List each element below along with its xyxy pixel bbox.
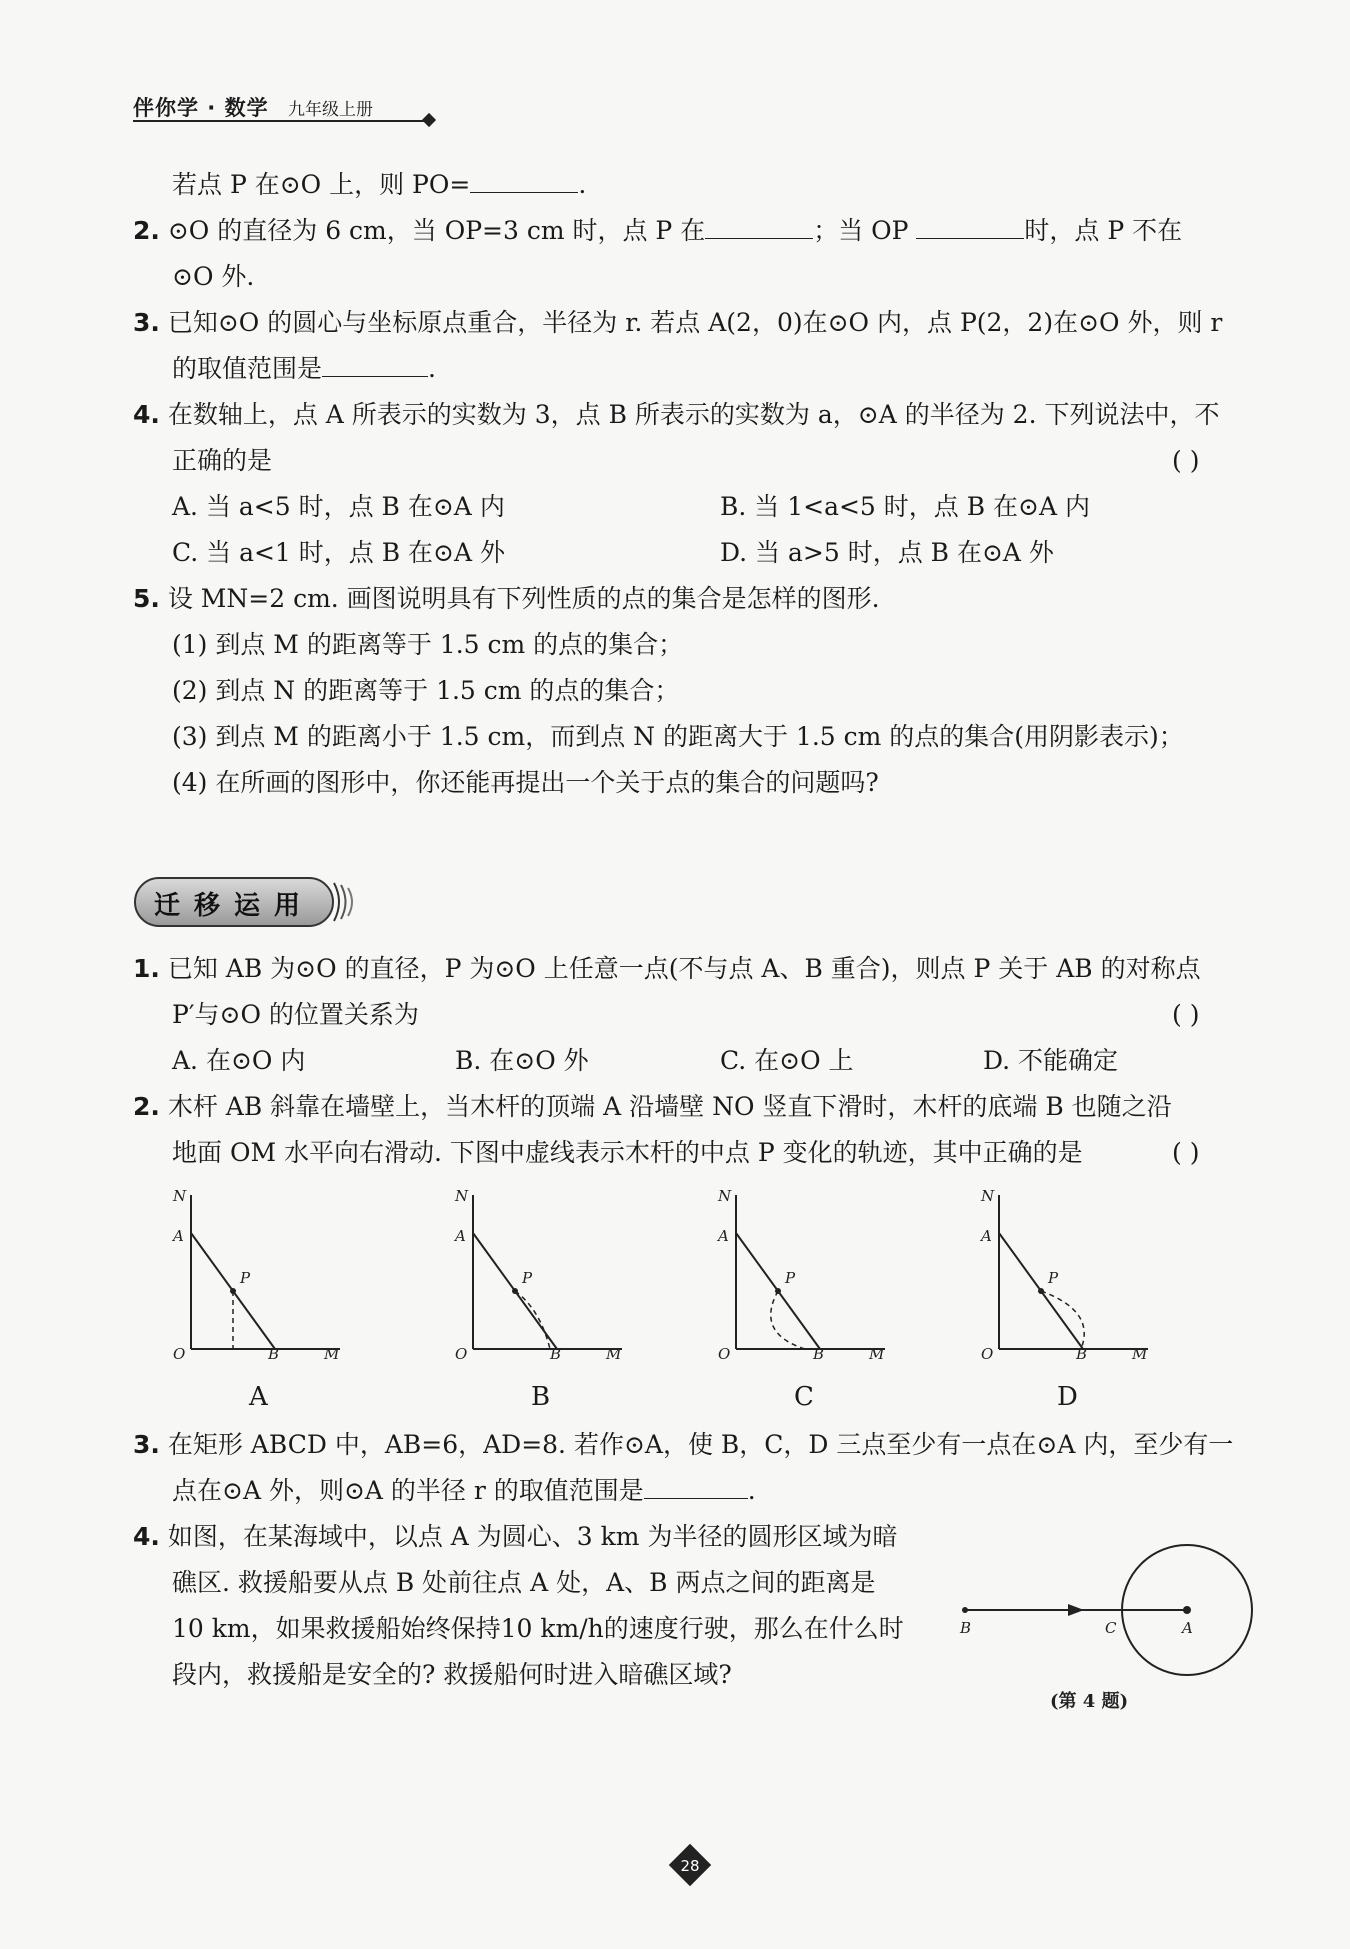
banner-stripes-icon (330, 881, 360, 923)
transfer-question-1: 1. 已知 AB 为⊙O 的直径，P 为⊙O 上任意一点(不与点 A、B 重合)，则点 P 关于 AB 的对称点 (133, 954, 1201, 983)
direction-arrow-icon (1068, 1604, 1084, 1616)
section-banner (134, 877, 356, 929)
q5-part-4: (4) 在所画的图形中，你还能再提出一个关于点的集合的问题吗? (172, 768, 879, 797)
t1-option-c[interactable]: C. 在⊙O 上 (720, 1046, 854, 1075)
transfer-question-3: 3. 在矩形 ABCD 中，AB=6，AD=8. 若作⊙A，使 B，C，D 三点至少有一点在⊙A 内，至少有一 (133, 1430, 1234, 1459)
answer-blank[interactable] (916, 216, 1024, 239)
section-title: 迁移运用 (154, 891, 315, 921)
transfer-question-3-line2: 点在⊙A 外，则⊙A 的半径 r 的取值范围是 . (172, 1476, 756, 1505)
transfer-question-2: 2. 木杆 AB 斜靠在墙壁上，当木杆的顶端 A 沿墙壁 NO 竖直下滑时，木杆的底端 B 也随之沿 (133, 1092, 1172, 1121)
svg-text:A: A (981, 1227, 992, 1245)
transfer-question-2-line2: 地面 OM 水平向右滑动. 下图中虚线表示木杆的中点 P 变化的轨迹，其中正确的是 (172, 1138, 1083, 1167)
q5-part-3: (3) 到点 M 的距离小于 1.5 cm，而到点 N 的距离大于 1.5 cm 的点的集合(用阴影表示)； (172, 722, 1184, 751)
figure-d[interactable] (979, 1187, 1148, 1363)
question-4: 4. 在数轴上，点 A 所表示的实数为 3，点 B 所表示的实数为 a，⊙A 的半径为 2. 下列说法中，不 (133, 400, 1220, 429)
svg-text:M: M (606, 1345, 622, 1363)
answer-blank[interactable] (644, 1476, 748, 1499)
svg-text:B: B (550, 1345, 562, 1363)
figure-b[interactable] (453, 1187, 622, 1363)
header-diamond-icon (422, 113, 436, 127)
book-grade: 九年级上册 (288, 100, 373, 120)
svg-text:A: A (173, 1227, 184, 1245)
svg-text:B: B (268, 1345, 280, 1363)
svg-text:N: N (718, 1187, 732, 1205)
figure-a[interactable] (171, 1187, 340, 1363)
transfer-question-4-line2: 礁区. 救援船要从点 B 处前往点 A 处，A、B 两点之间的距离是 (172, 1568, 876, 1597)
svg-text:B: B (960, 1619, 972, 1637)
q4-option-b[interactable]: B. 当 1<a<5 时，点 B 在⊙A 内 (720, 492, 1090, 521)
svg-text:P: P (522, 1269, 533, 1287)
question-2: 2. ⊙O 的直径为 6 cm，当 OP=3 cm 时，点 P 在 ；当 OP 时，点 P 不在 (133, 216, 1183, 245)
svg-text:N: N (455, 1187, 469, 1205)
transfer-question-4: 4. 如图，在某海域中，以点 A 为圆心、3 km 为半径的圆形区域为暗 (133, 1522, 898, 1551)
svg-text:N: N (981, 1187, 995, 1205)
svg-text:N: N (173, 1187, 187, 1205)
q5-part-2: (2) 到点 N 的距离等于 1.5 cm 的点的集合； (172, 676, 680, 705)
answer-blank[interactable] (470, 170, 578, 193)
answer-paren[interactable]: ( ) (1172, 1138, 1200, 1167)
svg-text:O: O (173, 1345, 186, 1363)
svg-text:B: B (813, 1345, 825, 1363)
svg-text:A: A (455, 1227, 466, 1245)
figure-c[interactable] (716, 1187, 885, 1363)
svg-text:M: M (869, 1345, 885, 1363)
question-2-line2: ⊙O 外. (172, 262, 255, 291)
header-rule (133, 120, 429, 122)
svg-text:P: P (785, 1269, 796, 1287)
q4-option-a[interactable]: A. 当 a<5 时，点 B 在⊙A 内 (172, 492, 505, 521)
svg-text:A: A (718, 1227, 729, 1245)
question-3-line2: 的取值范围是 . (172, 354, 436, 383)
transfer-question-4-line3: 10 km，如果救援船始终保持10 km/h的速度行驶，那么在什么时 (172, 1614, 904, 1643)
ladder-figures (160, 1183, 1160, 1363)
q1-continuation: 若点 P 在⊙O 上，则 PO= . (172, 170, 587, 199)
svg-text:B: B (1076, 1345, 1088, 1363)
running-header (133, 92, 443, 126)
q4-option-c[interactable]: C. 当 a<1 时，点 B 在⊙A 外 (172, 538, 505, 567)
figure-label-c: C (794, 1382, 814, 1412)
answer-blank[interactable] (705, 216, 813, 239)
answer-blank[interactable] (322, 354, 428, 377)
t1-option-b[interactable]: B. 在⊙O 外 (455, 1046, 589, 1075)
svg-text:C: C (1105, 1619, 1117, 1637)
figure-label-d: D (1057, 1382, 1078, 1412)
svg-text:A: A (1182, 1619, 1193, 1637)
page-number-badge (665, 1840, 715, 1890)
book-brand: 伴你学 · 数学 (133, 96, 269, 120)
svg-text:O: O (718, 1345, 731, 1363)
answer-paren[interactable]: ( ) (1172, 1000, 1200, 1029)
answer-paren[interactable]: ( ) (1172, 446, 1200, 475)
question-5: 5. 设 MN=2 cm. 画图说明具有下列性质的点的集合是怎样的图形. (133, 584, 880, 613)
q4-option-d[interactable]: D. 当 a>5 时，点 B 在⊙A 外 (720, 538, 1054, 567)
figure-caption: (第 4 题) (1050, 1691, 1129, 1712)
question-4-line2: 正确的是 (172, 446, 273, 475)
q5-part-1: (1) 到点 M 的距离等于 1.5 cm 的点的集合； (172, 630, 684, 659)
svg-text:M: M (324, 1345, 340, 1363)
svg-text:M: M (1132, 1345, 1148, 1363)
t1-option-a[interactable]: A. 在⊙O 内 (172, 1046, 306, 1075)
transfer-question-4-line4: 段内，救援船是安全的? 救援船何时进入暗礁区域? (172, 1660, 732, 1689)
page-number: 28 (680, 1857, 700, 1875)
t1-option-d[interactable]: D. 不能确定 (983, 1046, 1119, 1075)
svg-text:P: P (240, 1269, 251, 1287)
question-3: 3. 已知⊙O 的圆心与坐标原点重合，半径为 r. 若点 A(2，0)在⊙O 内，点 P(2，2)在⊙O 外，则 r (133, 308, 1223, 337)
svg-text:O: O (981, 1345, 994, 1363)
svg-text:P: P (1048, 1269, 1059, 1287)
figure-label-a: A (249, 1382, 268, 1412)
figure-label-b: B (531, 1382, 551, 1412)
reef-figure (950, 1535, 1270, 1715)
transfer-question-1-line2: P′与⊙O 的位置关系为 (172, 1000, 419, 1029)
svg-text:O: O (455, 1345, 468, 1363)
